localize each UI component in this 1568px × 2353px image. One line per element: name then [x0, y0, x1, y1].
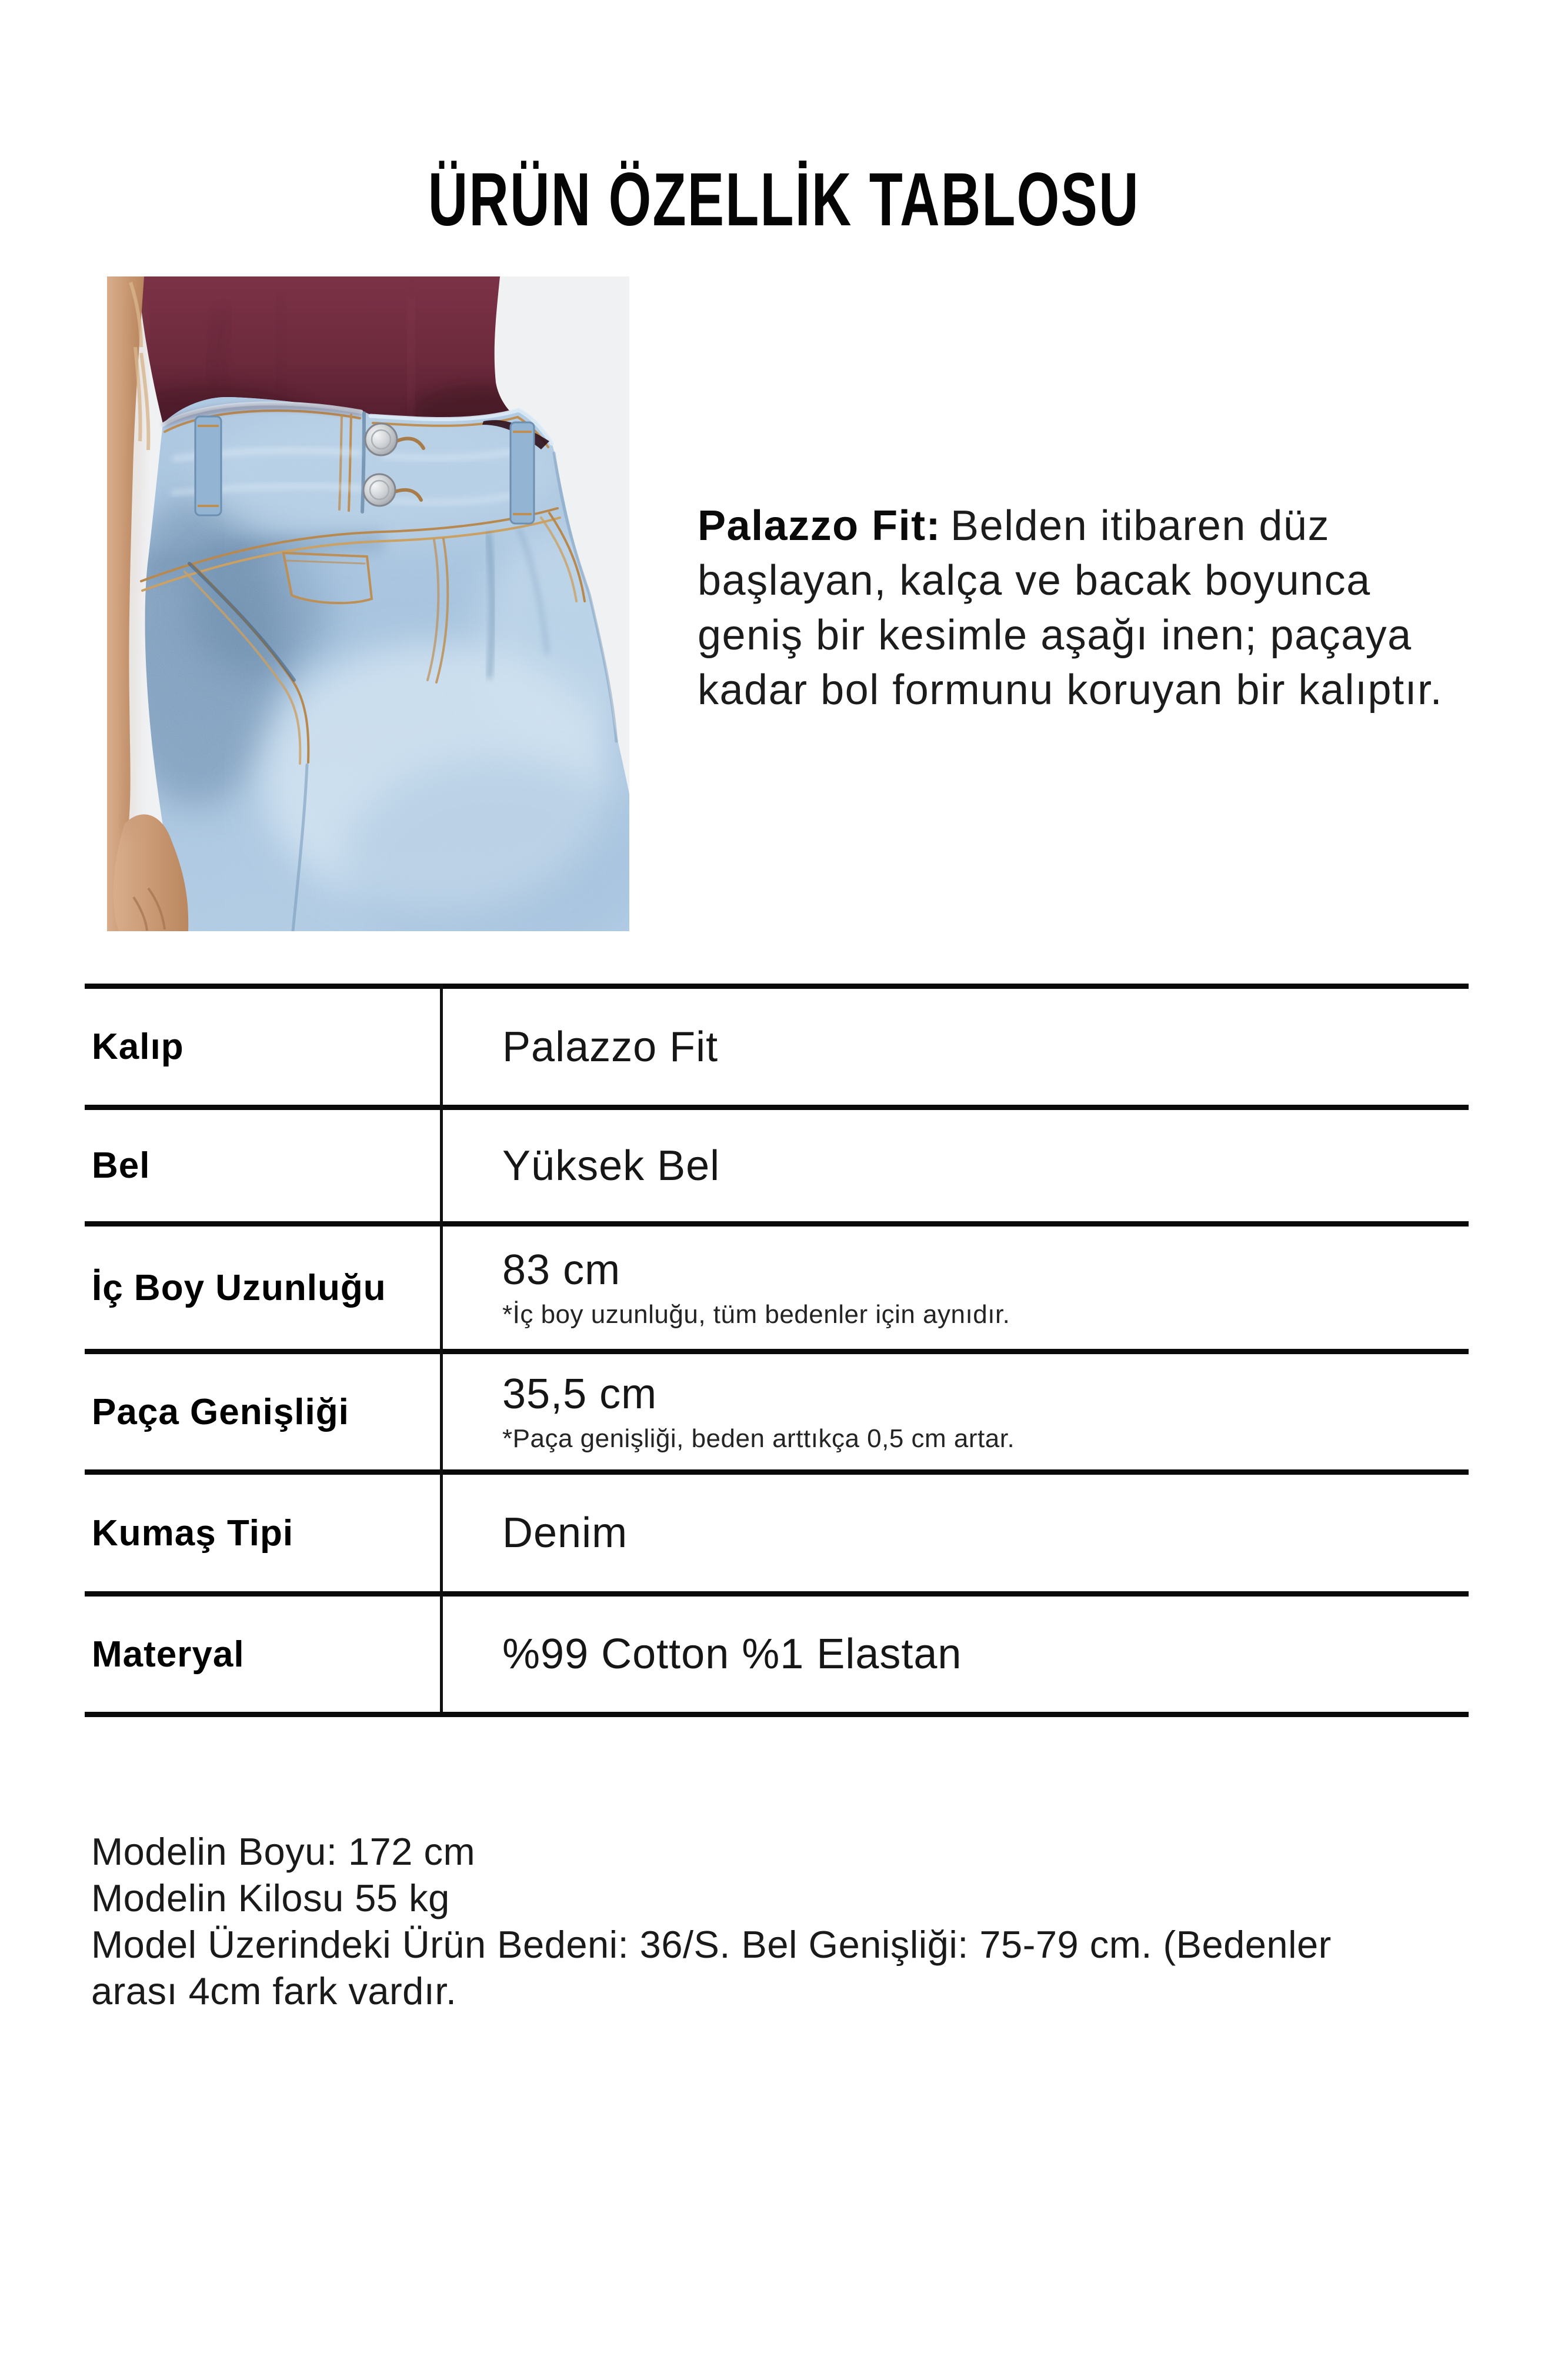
spec-value-cell	[440, 1597, 1469, 1712]
model-info-line: Modelin Boyu: 172 cm	[91, 1830, 476, 1873]
model-info-line: arası 4cm fark vardır.	[91, 1969, 457, 2012]
spec-table	[85, 984, 1469, 1717]
spec-value: Palazzo Fit	[502, 1023, 719, 1071]
table-divider	[440, 984, 443, 1712]
model-info-line: Modelin Kilosu 55 kg	[91, 1877, 450, 1919]
spec-value: Denim	[502, 1509, 628, 1557]
spec-value: %99 Cotton %1 Elastan	[502, 1631, 962, 1678]
spec-value-cell	[440, 1354, 1469, 1469]
spec-value-cell	[440, 1227, 1469, 1349]
spec-label: Bel	[92, 1145, 151, 1186]
spec-note: *İç boy uzunluğu, tüm bedenler için aynıdır.	[502, 1300, 1010, 1329]
description-text: Belden itibaren düz	[950, 502, 1330, 549]
spec-row-bel	[85, 1105, 1469, 1221]
description-line: geniş bir kesimle aşağı inen; paçaya	[698, 612, 1412, 659]
page-title: ÜRÜN ÖZELLİK TABLOSU	[428, 158, 1140, 242]
spec-value-cell	[440, 1475, 1469, 1591]
spec-value: 83 cm	[502, 1247, 621, 1294]
fit-description	[698, 499, 1533, 718]
fit-name: Palazzo Fit:	[698, 502, 942, 549]
spec-label: Paça Genişliği	[92, 1391, 349, 1432]
spec-row-kalip	[85, 984, 1469, 1105]
spec-label: İç Boy Uzunluğu	[92, 1267, 386, 1308]
model-info	[91, 1828, 1479, 2014]
spec-label: Kalıp	[92, 1026, 184, 1067]
spec-label: Materyal	[92, 1634, 245, 1675]
spec-label: Kumaş Tipi	[92, 1512, 294, 1554]
spec-value-cell	[440, 1110, 1469, 1221]
spec-note: *Paça genişliği, beden arttıkça 0,5 cm artar.	[502, 1424, 1015, 1453]
spec-row-ic-boy	[85, 1221, 1469, 1349]
model-info-line: Model Üzerindeki Ürün Bedeni: 36/S. Bel Genişliği: 75-79 cm. (Bedenler	[91, 1923, 1332, 1966]
spec-value-cell	[440, 989, 1469, 1105]
spec-row-paca	[85, 1349, 1469, 1469]
spec-row-materyal	[85, 1591, 1469, 1712]
product-photo	[107, 276, 629, 931]
description-line	[698, 499, 1533, 554]
description-line: başlayan, kalça ve bacak boyunca	[698, 557, 1371, 604]
spec-value: Yüksek Bel	[502, 1142, 720, 1189]
spec-row-kumas	[85, 1469, 1469, 1591]
header	[0, 156, 1568, 243]
description-line: kadar bol formunu koruyan bir kalıptır.	[698, 666, 1443, 714]
spec-value: 35,5 cm	[502, 1371, 658, 1418]
